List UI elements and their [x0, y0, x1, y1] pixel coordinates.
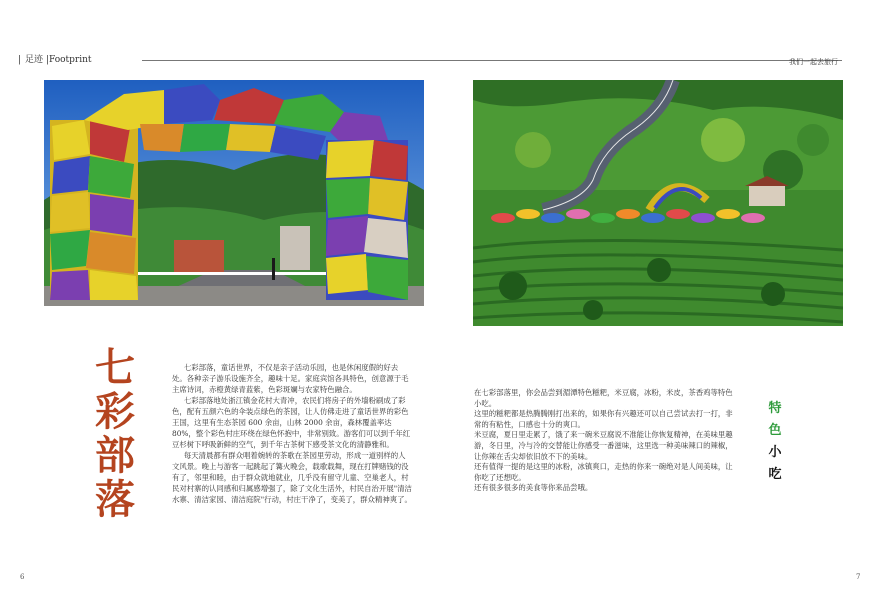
article-title [92, 346, 138, 522]
side-title-char: 吃 [768, 467, 782, 482]
paragraph: 七彩部落，童话世界，不仅是亲子活动乐园，也是休闲度假的好去处。各种亲子游乐设施齐全，趣味十足。家庭宾馆各具特色，创意源于毛主席诗词，赤橙黄绿青蓝紫，色彩斑斓与农家特色融合。 [172, 363, 409, 394]
side-title-char: 色 [768, 423, 782, 438]
paragraph: 在七彩部落里，你会品尝到湄潭特色糍粑，米豆腐，冰粉，米皮，茶香鸡等特色小吃。 [474, 388, 733, 408]
snacks-title [764, 398, 786, 486]
title-char: 七 [95, 344, 135, 391]
page-number-right: 7 [856, 573, 861, 581]
paragraph: 米豆腐，夏日里走累了，饿了来一碗米豆腐说不准能让你恢复精神，在美味里趣游，冬日里，冷与冷的交替能让你感受一番滋味，这里选一种美味辣口的辣椒，让你辣在舌尖却依旧放不下的美味。 [474, 430, 733, 461]
section-header [18, 52, 92, 65]
paragraph: 每天清晨都有群众唱着婉转的茶歌在茶园里劳动，形成一道别样的人文风景。晚上与游客一起跳起了篝火晚会，载歌载舞，现在打牌赌钱的没有了，邻里和睦，由于群众就地就业，几乎没有留守儿童、空巢老人，村民对村寨的认同感和归属感增强了，除了文化生活外，村民自治开展"清洁水寨、清洁家园、清洁庭院"行动，村庄干净了，变美了，群众精神爽了。 [172, 451, 412, 504]
paragraph: 还有很多很多的美食等你来品尝哦。 [474, 483, 593, 493]
tea-garden-photo [473, 80, 843, 326]
side-title-char: 小 [768, 445, 782, 460]
right-article-body [474, 388, 736, 494]
divider: | [18, 55, 22, 65]
arch-photo [44, 80, 424, 306]
header-tagline: 我们一起去旅行 [789, 58, 838, 66]
title-char: 落 [95, 476, 135, 523]
section-label: 足迹 |Footprint [25, 55, 92, 65]
side-title-char: 特 [768, 401, 782, 416]
paragraph: 七彩部落地处浙江镇金花村大青冲，农民们将房子的外墙粉刷成了彩色，配有五颜六色的伞装点绿色的茶园，让人仿佛走进了童话世界的彩色王国，这里有生态茶园 600 余亩，山林 2000 余亩，森林覆盖率达 80%，整个彩色村庄环绕在绿色怀抱中，非常别致。游客们可以到千年红豆杉树下呼吸新鲜的空气，到千年古茶树下感受茶文化的清静雅和。 [172, 396, 411, 449]
paragraph: 还有值得一提的是这里的冰粉，冰镇爽口，走热的你来一碗绝对是人间美味，让你吃了还想吃。 [474, 462, 733, 482]
left-article-body [172, 362, 412, 505]
title-char: 彩 [95, 388, 135, 435]
page-number-left: 6 [20, 573, 25, 581]
paragraph: 这里的糍粑都是热腾腾刚打出来的，如果你有兴趣还可以自己尝试去打一打，非常的有粘性，口感也十分的爽口。 [474, 409, 733, 429]
header-rule [142, 60, 842, 61]
title-char: 部 [95, 432, 135, 479]
